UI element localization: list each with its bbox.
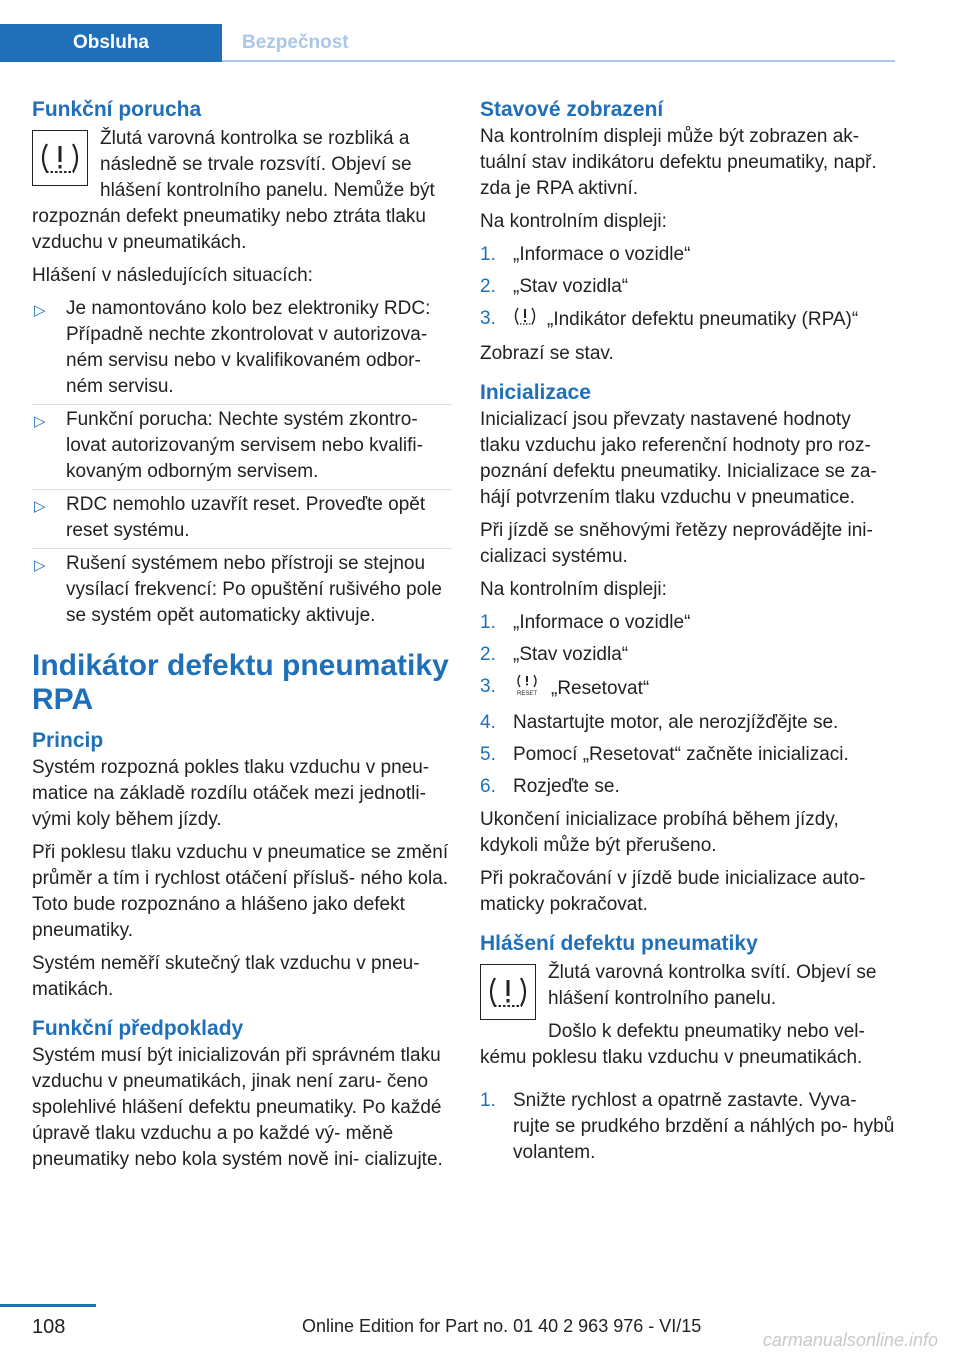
defect-text-1: Žlutá varovná kontrolka svítí. Objeví se hlášení kontrolního panelu. <box>548 962 877 1009</box>
list-item: 2. „Stav vozidla“ <box>480 644 629 665</box>
init-text-2: Při jízdě se sněhovými řetězy neprovádějte ini‐ cializaci systému. <box>480 520 873 567</box>
list-item: ▷ Je namontováno kolo bez elektroniky RDC: Případně nechte zkontrolovat v autorizova‐ ném servisu nebo v kvalifikovaném odbor‐ ném servisu. <box>32 296 452 400</box>
list-item: ▷ RDC nemohlo uzavřít reset. Proveďte opět reset systému. <box>32 492 452 544</box>
list-item: 1. „Informace o vozidle“ <box>480 612 691 633</box>
svg-text:RESET: RESET <box>516 691 538 696</box>
list-item: 6. Rozjeďte se. <box>480 776 620 797</box>
list-item: ▷ Funkční porucha: Nechte systém zkontro‐ lovat autorizovaným servisem nebo kvalifi‐ kovaným odborným servisem. <box>32 407 452 485</box>
init-text-4: Ukončení inicializace probíhá během jízdy, kdykoli může být přerušeno. <box>480 809 839 856</box>
section-tabs <box>0 24 895 62</box>
list-item: 2. „Stav vozidla“ <box>480 276 629 297</box>
list-item: 3. „Indikátor defektu pneumatiky (RPA)“ <box>480 306 895 334</box>
situations-intro: Hlášení v následujících situacích: <box>32 265 313 286</box>
defect-text-2: Došlo k defektu pneumatiky nebo vel‐ kému poklesu tlaku vzduchu v pneumatikách. <box>480 1021 865 1068</box>
defect-message-block <box>480 960 895 1078</box>
right-column <box>480 96 895 1173</box>
princip-text-2: Při poklesu tlaku vzduchu v pneumatice se změní průměr a tím i rychlost otáčení přísluš‐ ného kola. Toto bude rozpoznáno a hlášeno jako defekt pneumatiky. <box>32 842 449 941</box>
watermark: carmanualsonline.info <box>762 1330 938 1350</box>
situations-list <box>32 296 452 629</box>
init-text-5: Při pokračování v jízdě bude inicializace auto‐ maticky pokračovat. <box>480 868 866 915</box>
status-text-1: Na kontrolním displeji může být zobrazen ak‐ tuální stav indikátoru defektu pneumatiky, např. zda je RPA aktivní. <box>480 126 877 199</box>
tire-reset-icon <box>513 674 541 704</box>
triangle-bullet-icon: ▷ <box>34 498 46 515</box>
list-item: ▷ Rušení systémem nebo přístroji se stejnou vysílací frekvencí: Po opuštění rušivého pole se systém opět automaticky aktivuje. <box>34 553 442 626</box>
defect-steps <box>480 1088 895 1166</box>
malfunction-text: Žlutá varovná kontrolka se rozbliká a následně se trvale rozsvítí. Objeví se hlášení kontrolního panelu. Nemůže být rozpoznán defekt pneumatiky nebo ztráta tlaku vzduchu v pneumatikách. <box>32 128 435 253</box>
heading-funkcni-predpoklady: Funkční předpoklady <box>32 1017 244 1040</box>
triangle-bullet-icon: ▷ <box>34 413 46 430</box>
tab-bezpecnost[interactable]: Bezpečnost <box>242 32 349 53</box>
list-item: 5. Pomocí „Resetovat“ začněte inicializaci. <box>480 744 849 765</box>
heading-hlaseni-defektu: Hlášení defektu pneumatiky <box>480 932 758 955</box>
init-steps <box>480 610 895 800</box>
heading-princip: Princip <box>32 729 104 752</box>
malfunction-block <box>32 126 452 263</box>
tab-underline <box>222 60 895 62</box>
edition-note: Online Edition for Part no. 01 40 2 963 976 - VI/15 <box>302 1316 702 1336</box>
status-text-2: Na kontrolním displeji: <box>480 211 667 232</box>
heading-inicializace: Inicializace <box>480 381 591 404</box>
list-item: 1. „Informace o vozidle“ <box>480 244 691 265</box>
list-item: 3. RESET „Resetovat“ <box>480 674 895 704</box>
init-text-3: Na kontrolním displeji: <box>480 579 667 600</box>
tire-pressure-warning-icon <box>32 130 88 186</box>
princip-text-1: Systém rozpozná pokles tlaku vzduchu v pneu‐ matice na základě rozdílu otáček mezi jednotli‐ vými koly během jízdy. <box>32 757 430 830</box>
heading-funkcni-porucha: Funkční porucha <box>32 98 202 121</box>
list-item: 1. Snižte rychlost a opatrně zastavte. Vyva‐ rujte se prudkého brzdění a náhlých po‐ hybů volantem. <box>480 1090 895 1163</box>
status-steps <box>480 242 895 334</box>
list-item: 4. Nastartujte motor, ale nerozjížďějte se. <box>480 712 839 733</box>
predpoklady-text: Systém musí být inicializován při správném tlaku vzduchu v pneumatikách, jinak není zaru‐ čeno spolehlivé hlášení defektu pneumatiky. Po každé úpravě tlaku vzduchu a po každé vý‐ měně pneumatiky nebo kola systém nově ini‐ cializujte. <box>32 1045 443 1170</box>
init-text-1: Inicializací jsou převzaty nastavené hodnoty tlaku vzduchu jako referenční hodnoty pro roz‐ poznání defektu pneumatiky. Inicializace se za‐ hájí potvrzením tlaku vzduchu v pneumatice. <box>480 409 877 508</box>
triangle-bullet-icon: ▷ <box>34 557 46 574</box>
left-column <box>32 96 452 1180</box>
triangle-bullet-icon: ▷ <box>34 302 46 319</box>
heading-indikator-defektu: Indikátor defektu pneumatiky RPA <box>32 649 449 716</box>
status-text-3: Zobrazí se stav. <box>480 343 614 364</box>
tire-warning-small-icon <box>513 306 537 334</box>
page-number: 108 <box>32 1316 66 1338</box>
footer-accent-bar <box>0 1304 96 1307</box>
princip-text-3: Systém neměří skutečný tlak vzduchu v pneu‐ matikách. <box>32 953 420 1000</box>
heading-stavove-zobrazeni: Stavové zobrazení <box>480 98 664 121</box>
tire-pressure-warning-icon <box>480 964 536 1020</box>
tab-obsluha[interactable]: Obsluha <box>0 24 222 62</box>
